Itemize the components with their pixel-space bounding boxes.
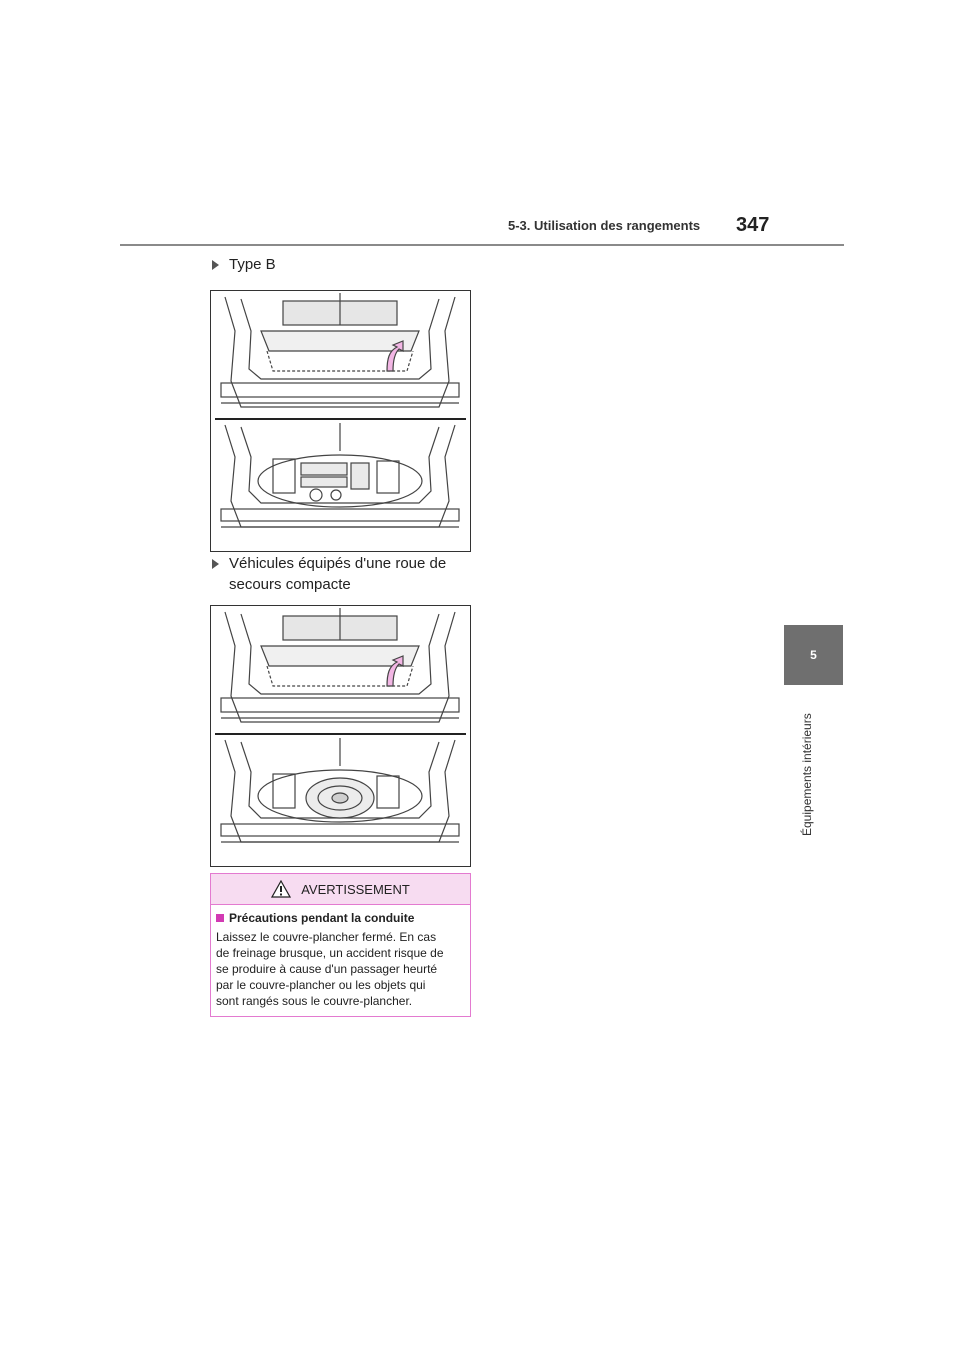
bullet-compact-spare-line1: Véhicules équipés d'une roue de [229, 555, 447, 572]
chapter-tab[interactable] [784, 625, 843, 685]
trunk-illustration-type-b [211, 291, 470, 551]
warning-line: sont rangés sous le couvre-plancher. [216, 994, 413, 1008]
page-number: 347 [736, 214, 770, 236]
warning-triangle-icon [271, 880, 291, 898]
bullet-compact-spare-label [229, 553, 446, 595]
square-bullet-icon [216, 914, 224, 922]
chapter-side-label: Équipements intérieurs [800, 713, 814, 836]
figure-type-b [210, 290, 471, 552]
bullet-type-b [212, 254, 276, 275]
section-title: 5-3. Utilisation des rangements [508, 218, 701, 233]
bullet-compact-spare-line2: secours compacte [229, 576, 351, 593]
warning-subtitle-row [216, 911, 465, 925]
trunk-cover-closed [221, 293, 459, 407]
figure-compact-spare [210, 605, 471, 867]
warning-box [210, 873, 471, 1017]
trunk-compartment-spare [221, 738, 459, 842]
trunk-cover-closed [221, 608, 459, 722]
bullet-arrow-icon [212, 559, 219, 569]
warning-line: de freinage brusque, un accident risque de [216, 946, 444, 960]
warning-line: par le couvre-plancher ou les objets qui [216, 978, 426, 992]
trunk-illustration-compact-spare [211, 606, 470, 866]
header-divider [120, 244, 844, 246]
bullet-arrow-icon [212, 260, 219, 270]
chapter-number: 5 [810, 648, 817, 662]
bullet-type-b-label: Type B [229, 256, 276, 273]
warning-line: se produire à cause d'un passager heurté [216, 962, 438, 976]
trunk-compartment-open [221, 423, 459, 527]
warning-title: AVERTISSEMENT [301, 881, 410, 897]
warning-header [211, 874, 470, 905]
warning-text [216, 929, 465, 1009]
warning-subtitle: Précautions pendant la conduite [229, 911, 415, 925]
warning-line: Laissez le couvre-plancher fermé. En cas [216, 930, 437, 944]
bullet-compact-spare [212, 553, 446, 595]
